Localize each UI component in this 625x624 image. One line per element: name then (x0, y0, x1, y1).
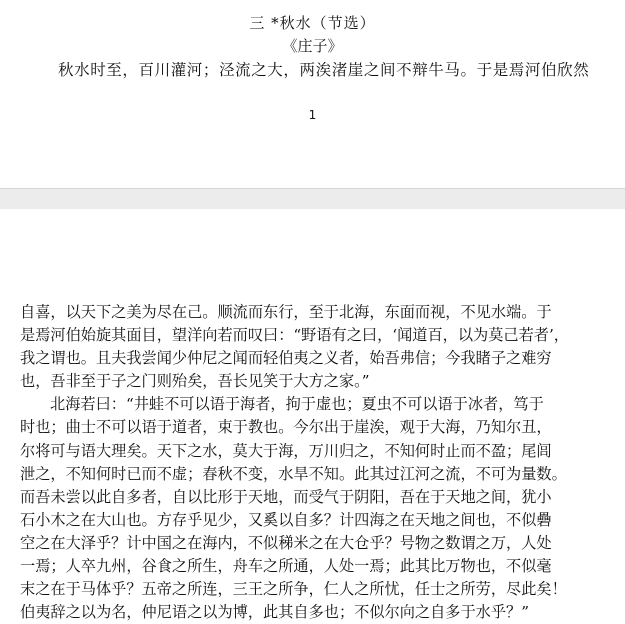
text-line: 是焉河伯始旋其面目，望洋向若而叹曰：“野语有之曰，‘闻道百，以为莫己若者’， (20, 326, 569, 345)
text-line: 一焉；人卒九州，谷食之所生，舟车之所通，人处一焉；此其比万物也，不似毫 (20, 557, 552, 576)
page-2[interactable] (0, 209, 625, 622)
text-line: 自喜，以天下之美为尽在己。顺流而东行，至于北海，东面而视，不见水端。于 (20, 303, 552, 321)
text-line: 北海若曰：“井蛙不可以语于海者，拘于虚也；夏虫不可以语于冰者，笃于 (50, 395, 544, 414)
body-text (20, 301, 612, 624)
page-1 (0, 0, 625, 188)
text-line: 末之在于马体乎？五帝之所连，三王之所争，仁人之所忧，任士之所劳，尽此矣！ (20, 580, 567, 599)
section-title: 三 *秋水（节选） (249, 14, 376, 32)
text-line: 秋水时至，百川灌河；泾流之大，两涘渚崖之间不辩牛马。于是焉河伯欣然 (58, 61, 590, 79)
text-line: 石小木之在大山也。方存乎见少，又奚以自多？计四海之在天地之间也，不似礨 (20, 510, 552, 529)
text-line: 而吾未尝以此自多者，自以比形于天地，而受气于阴阳，吾在于天地之间，犹小 (20, 487, 552, 506)
source-title: 《庄子》 (282, 37, 343, 55)
text-line: 我之谓也。且夫我尝闻少仲尼之闻而轻伯夷之义者，始吾弗信；今我睹子之难穷 (20, 349, 552, 368)
text-line: 也，吾非至于子之门则殆矣，吾长见笑于大方之家。” (20, 372, 370, 391)
page-number: 1 (308, 108, 317, 122)
text-line: 泄之，不知何时已而不虚；春秋不变，水旱不知。此其过江河之流，不可为量数。 (20, 464, 567, 483)
page-separator (0, 188, 625, 210)
text-line: 伯夷辞之以为名，仲尼语之以为博，此其自多也；不似尔向之自多于水乎？” (20, 603, 529, 622)
text-line: 尔将可与语大理矣。天下之水，莫大于海，万川归之，不知何时止而不盈；尾闾 (20, 441, 552, 460)
text-line: 时也；曲士不可以语于道者，束于教也。今尔出于崖涘，观于大海，乃知尔丑， (20, 418, 552, 437)
text-line: 空之在大泽乎？计中国之在海内，不似稊米之在大仓乎？号物之数谓之万，人处 (20, 533, 552, 552)
